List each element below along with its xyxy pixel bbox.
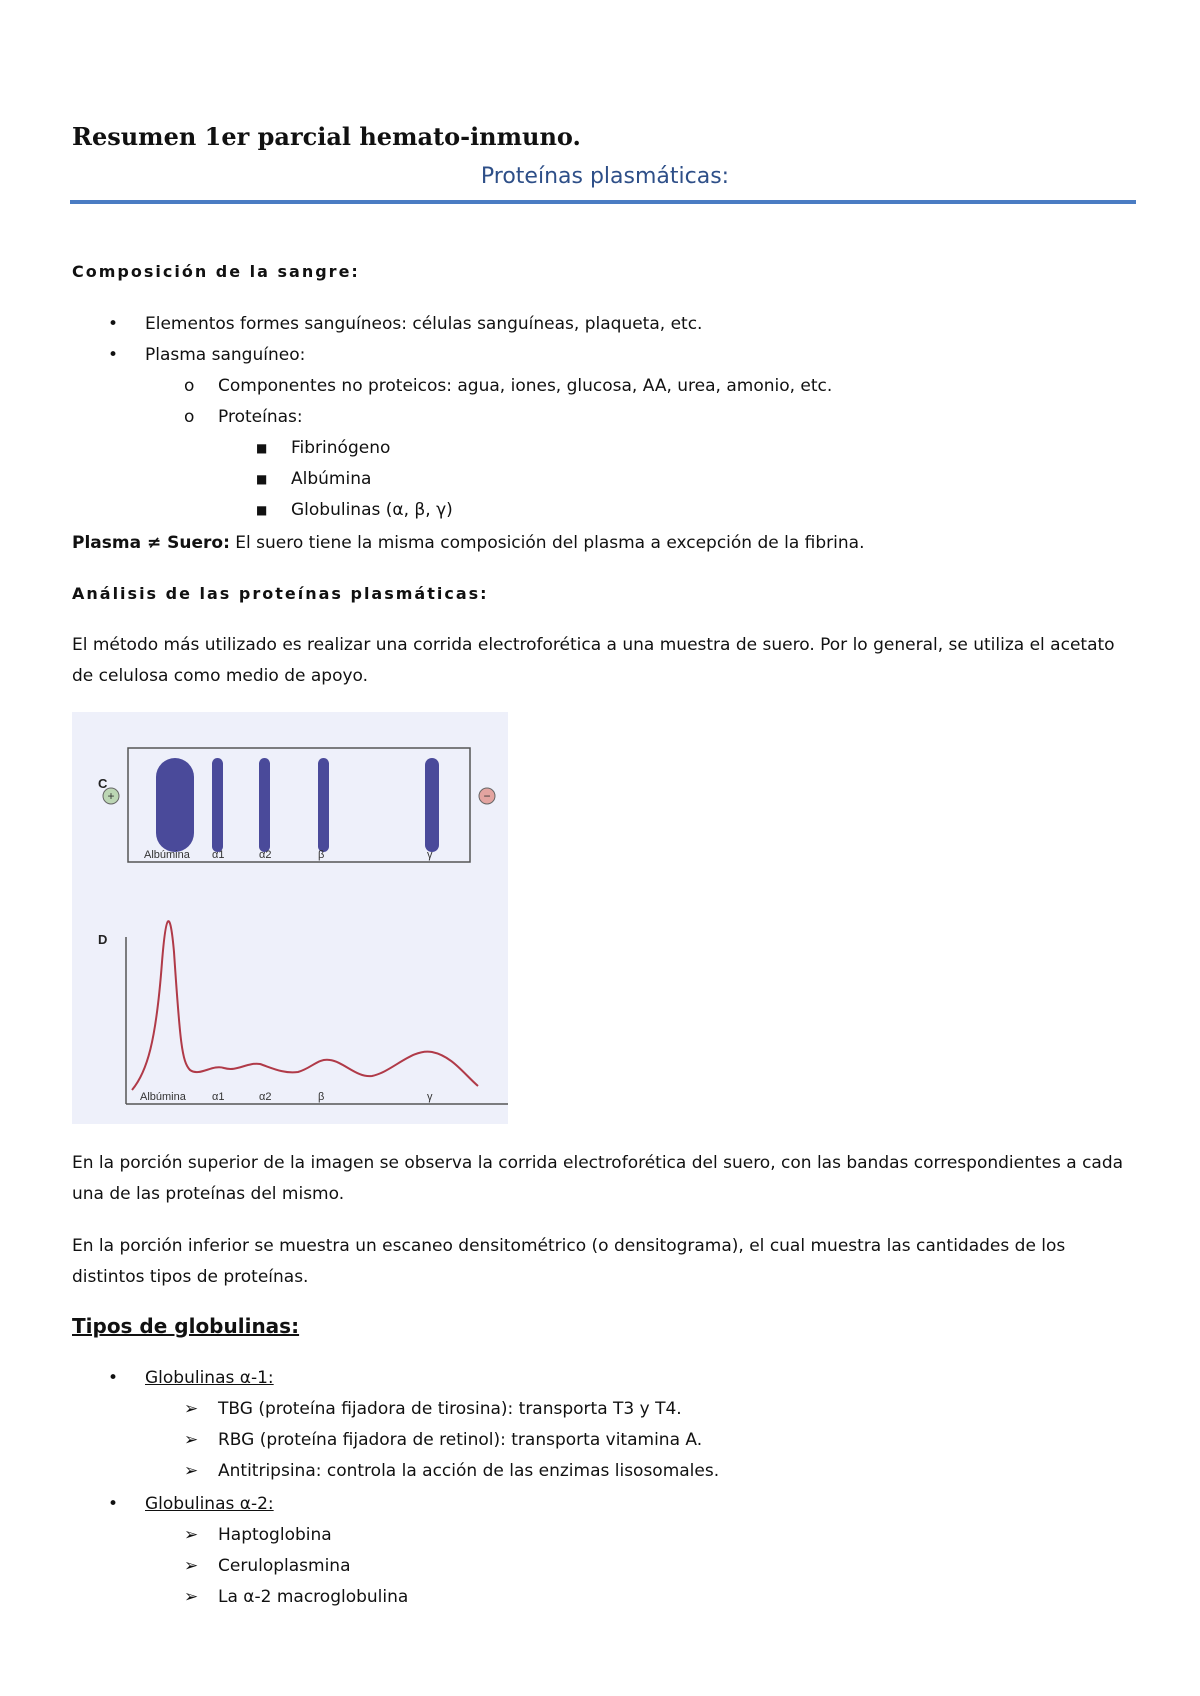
globulinas-alfa1-label: Globulinas α-1: — [145, 1368, 274, 1388]
band-label-alfa2: α2 — [259, 849, 272, 861]
plasma-suero-text: El suero tiene la misma composición del plasma a excepción de la fibrina. — [229, 533, 865, 553]
list-item: Albúmina — [291, 469, 372, 489]
section-heading-composicion: Composición de la sangre: — [72, 262, 360, 281]
document-subtitle: Proteínas plasmáticas: — [480, 164, 730, 189]
bullet-square: ■ — [256, 503, 268, 517]
list-item: La α-2 macroglobulina — [218, 1587, 409, 1607]
band-beta — [318, 758, 329, 852]
cathode-sign: − — [483, 789, 491, 803]
list-item: RBG (proteína fijadora de retinol): transporta vitamina A. — [218, 1430, 703, 1450]
arrow-bullet-icon: ➢ — [184, 1587, 199, 1607]
arrow-bullet-icon: ➢ — [184, 1430, 199, 1450]
plasma-suero-label: Plasma ≠ Suero: — [72, 533, 230, 553]
densitogram-label-alfa2: α2 — [259, 1091, 272, 1103]
list-item: Proteínas: — [218, 407, 303, 427]
figure-background — [72, 712, 508, 1124]
band-gamma — [425, 758, 439, 852]
title-rule — [70, 200, 1136, 204]
densitogram-label-albumina: Albúmina — [140, 1091, 186, 1103]
section-heading-tipos: Tipos de globulinas: — [72, 1314, 300, 1338]
densitogram-label-gamma: γ — [427, 1091, 433, 1103]
panel-d-label: D — [98, 932, 108, 947]
densitogram-label-beta: β — [318, 1091, 325, 1103]
globulinas-alfa2-label: Globulinas α-2: — [145, 1494, 274, 1514]
band-label-albumina: Albúmina — [144, 849, 190, 861]
list-item: Componentes no proteicos: agua, iones, glucosa, AA, urea, amonio, etc. — [218, 376, 833, 396]
list-item: Globulinas (α, β, γ) — [291, 500, 453, 520]
band-label-gamma: γ — [427, 849, 433, 861]
document-title: Resumen 1er parcial hemato-inmuno. — [72, 122, 581, 151]
densitogram-label-alfa1: α1 — [212, 1091, 225, 1103]
list-item: Antitripsina: controla la acción de las enzimas lisosomales. — [218, 1461, 720, 1481]
band-alfa2 — [259, 758, 270, 852]
bullet-dot: • — [108, 1494, 119, 1514]
arrow-bullet-icon: ➢ — [184, 1556, 199, 1576]
band-albumina — [156, 758, 194, 852]
electrophoresis-figure — [72, 712, 508, 1124]
list-item: Elementos formes sanguíneos: células sanguíneas, plaqueta, etc. — [145, 314, 703, 334]
panel-c-label: C — [98, 776, 108, 791]
plasma-suero-note — [72, 533, 865, 553]
bullet-square: ■ — [256, 441, 268, 455]
bullet-square: ■ — [256, 472, 268, 486]
explicacion-paragraph-2: En la porción inferior se muestra un escaneo densitométrico (o densitograma), el cual muestra las cantidades de los distintos tipos de proteínas. — [72, 1236, 1066, 1287]
explicacion-paragraph-1: En la porción superior de la imagen se observa la corrida electroforética del suero, con las bandas correspondientes a cada una de las proteínas del mismo. — [72, 1153, 1124, 1204]
list-item: Fibrinógeno — [291, 438, 391, 458]
bullet-circle: o — [184, 376, 195, 396]
bullet-dot: • — [108, 314, 119, 334]
anode-sign: + — [107, 789, 115, 803]
arrow-bullet-icon: ➢ — [184, 1461, 199, 1481]
band-label-beta: β — [318, 849, 325, 861]
arrow-bullet-icon: ➢ — [184, 1525, 199, 1545]
list-item: Ceruloplasmina — [218, 1556, 351, 1576]
list-item: TBG (proteína fijadora de tirosina): transporta T3 y T4. — [218, 1399, 682, 1419]
list-item: Plasma sanguíneo: — [145, 345, 306, 365]
arrow-bullet-icon: ➢ — [184, 1399, 199, 1419]
bullet-dot: • — [108, 1368, 119, 1388]
analisis-paragraph: El método más utilizado es realizar una corrida electroforética a una muestra de suero. Por lo general, se utiliza el acetato de celulosa como medio de apoyo. — [72, 635, 1115, 686]
bullet-dot: • — [108, 345, 119, 365]
band-alfa1 — [212, 758, 223, 852]
band-label-alfa1: α1 — [212, 849, 225, 861]
bullet-circle: o — [184, 407, 195, 427]
section-heading-analisis: Análisis de las proteínas plasmáticas: — [72, 584, 489, 603]
list-item: Haptoglobina — [218, 1525, 332, 1545]
